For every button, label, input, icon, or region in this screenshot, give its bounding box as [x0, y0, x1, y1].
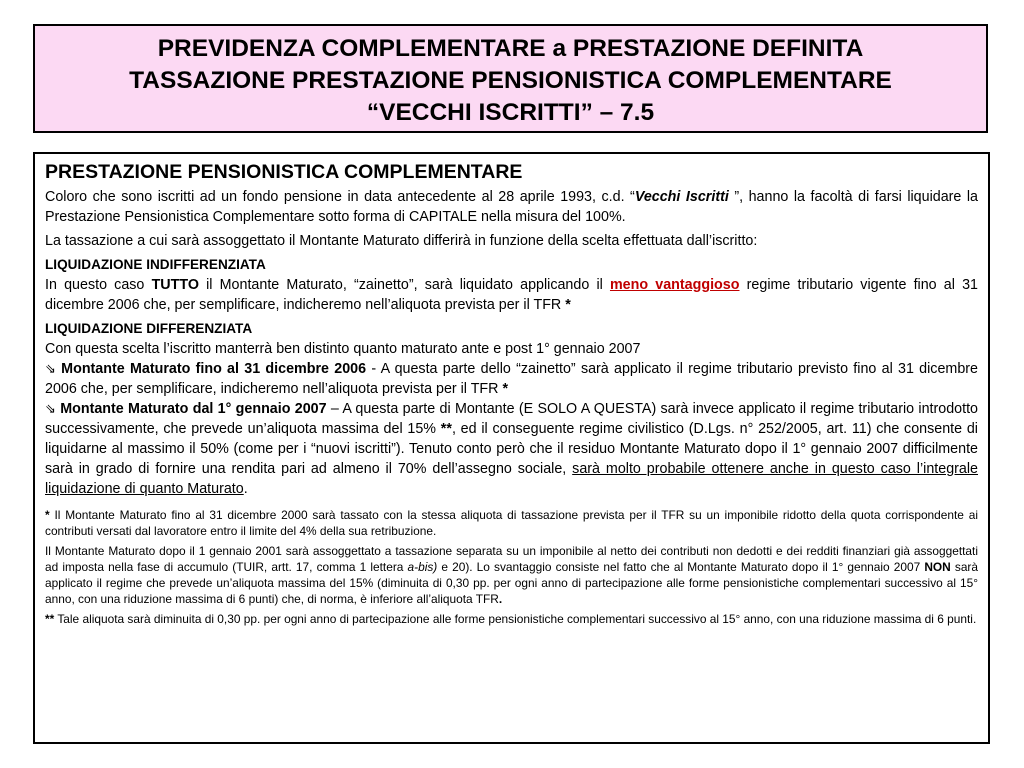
bullet-montante-dal-2007: [45, 399, 978, 499]
fn2-text-a: Il Montante Maturato dopo il 1 gennaio 2001 sarà assoggettato a tassazione separata su un imponibile al netto dei contributi non dedotti e dei redditi finanziari già assoggettati ad imposta nella fase di accumulo (TUIR, artt. 17, comma 1 lettera: [45, 544, 978, 574]
slide-title-box: [33, 24, 988, 133]
bullet-montante-fino-2006: [45, 359, 978, 399]
p1-text-a: Coloro che sono iscritti ad un fondo pensione in data antecedente al 28 aprile 1993, c.d. “: [45, 189, 635, 205]
content-box: [33, 152, 990, 744]
section-title: PRESTAZIONE PENSIONISTICA COMPLEMENTARE: [45, 161, 523, 183]
li-bold: TUTTO: [151, 277, 199, 293]
p1-emphasis: Vecchi Iscritti: [634, 189, 729, 205]
footnote-2: [45, 543, 978, 607]
fn3-text: Tale aliquota sarà diminuita di 0,30 pp. per ogni anno di partecipazione alle forme pensionistiche complementari successivo al 15° anno, con una riduzione massima di 6 punti.: [54, 612, 977, 626]
paragraph-tassazione: La tassazione a cui sarà assoggettato il Montante Maturato differirà in funzione della scelta effettuata dall’iscritto:: [45, 233, 758, 249]
li-text-a: In questo caso: [45, 277, 152, 293]
li-text-b: il Montante Maturato, “zainetto”, sarà liquidato applicando il: [198, 277, 610, 293]
item2-text-a: – A questa parte di Montante (E SOLO A QUESTA) sarà invece applicato il regime tributario introdotto successivamente, che prevede un’aliquota massima del 15%: [45, 401, 979, 437]
item2-stars: **: [440, 421, 452, 437]
footnote-3: [45, 611, 978, 627]
li-footnote-star: *: [565, 297, 571, 313]
slide-title-line-1: PREVIDENZA COMPLEMENTARE a PRESTAZIONE DEFINITA: [157, 35, 864, 62]
fn2-bold: NON: [924, 560, 951, 574]
slide-title-line-3: “VECCHI ISCRITTI” – 7.5: [366, 99, 655, 126]
item2-end: .: [243, 481, 248, 497]
paragraph-liquidazione-indifferenziata: [45, 275, 978, 315]
heading-liquidazione-indifferenziata: LIQUIDAZIONE INDIFFERENZIATA: [45, 257, 266, 272]
item1-bold: Montante Maturato fino al 31 dicembre 2006: [61, 361, 367, 377]
paragraph-liquidazione-differenziata-intro: Con questa scelta l’iscritto manterrà ben distinto quanto maturato ante e post 1° gennaio 2007: [45, 341, 641, 357]
heading-liquidazione-differenziata: LIQUIDAZIONE DIFFERENZIATA: [45, 321, 253, 336]
fn1-star: *: [45, 508, 50, 522]
arrow-icon: ⇘: [45, 361, 56, 376]
paragraph-vecchi-iscritti: [45, 187, 978, 227]
item2-underlined: sarà molto probabile ottenere anche in questo caso l’integrale liquidazione di quanto Maturato: [45, 461, 978, 497]
item2-bold: Montante Maturato dal 1° gennaio 2007: [60, 401, 327, 417]
item1-star: *: [502, 381, 509, 397]
fn2-text-b: e 20). Lo svantaggio consiste nel fatto che al Montante Maturato dopo il 1° gennaio 2007: [437, 560, 925, 574]
slide-title-line-2: TASSAZIONE PRESTAZIONE PENSIONISTICA COMPLEMENTARE: [129, 67, 892, 94]
li-red-emphasis: meno vantaggioso: [609, 277, 740, 293]
arrow-icon: ⇘: [45, 401, 56, 416]
fn2-end: .: [498, 592, 503, 606]
li-text-c: regime tributario vigente fino al 31 dicembre 2006 che, per semplificare, indicheremo nell’aliquota prevista per il TFR: [45, 277, 978, 313]
fn3-stars: **: [45, 612, 55, 626]
fn2-emphasis: a-bis): [407, 560, 438, 574]
footnote-1: [45, 507, 978, 539]
p1-text-b: ”, hanno la facoltà di farsi liquidare la Prestazione Pensionistica Complementare sotto forma di CAPITALE nella misura del 100%.: [45, 189, 979, 225]
item2-text-b: , ed il conseguente regime civilistico (D.Lgs. n° 252/2005, art. 11) che consente di liquidarne al massimo il 50% (come per i “nuovi iscritti”). Tenuto conto però che il residuo Montante Maturato dopo il 1° gennaio 2007 difficilmente sarà in grado di fornire una rendita pari ad almeno il 70% dell’assegno sociale,: [45, 421, 978, 477]
item1-text: - A questa parte dello “zainetto” sarà applicato il regime tributario previsto fino al 31 dicembre 2006 che, per semplificare, indicheremo nell’aliquota prevista per il TFR: [45, 361, 978, 397]
fn1-text: Il Montante Maturato fino al 31 dicembre 2000 sarà tassato con la stessa aliquota di tassazione prevista per il TFR su un imponibile ridotto della quota corrispondente ai contributi versati dal lavoratore entro il limite del 4% della sua retribuzione.: [45, 508, 978, 538]
fn2-text-c: sarà applicato il regime che prevede un’aliquota massima del 15% (diminuita di 0,30 pp. per ogni anno di partecipazione alle forme pensionistiche complementari successivo al 15° anno, con una riduzione massima di 6 punti) che, di norma, è inferiore all’aliquota TFR: [45, 560, 979, 606]
